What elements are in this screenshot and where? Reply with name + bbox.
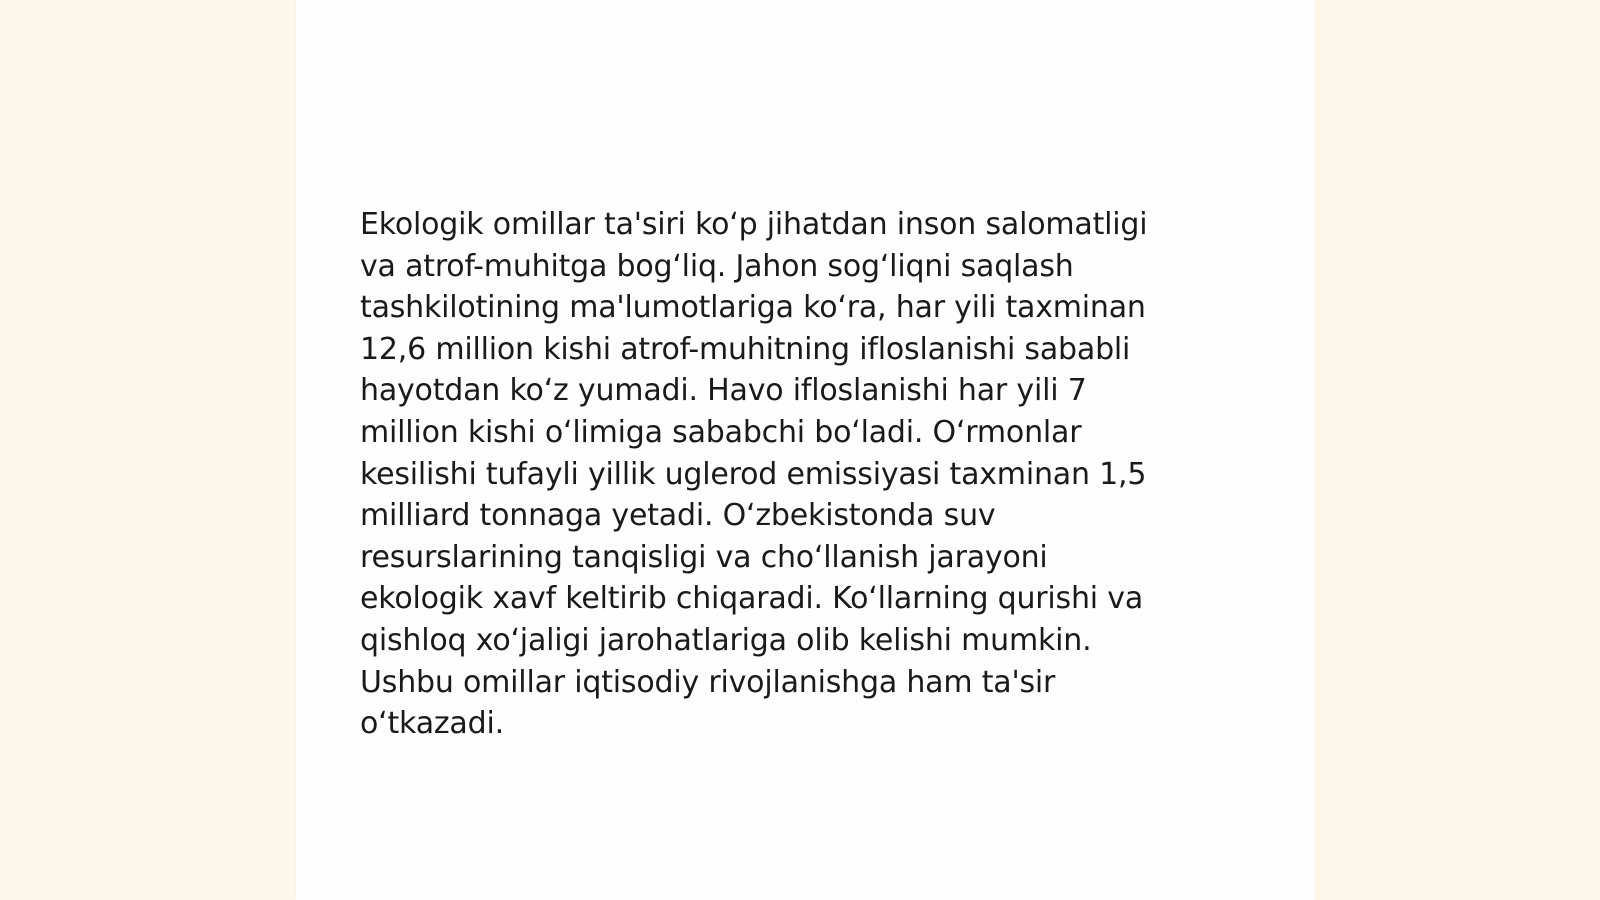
text-line: kesilishi tufayli yillik uglerod emissiyasi taxminan 1,5 — [360, 456, 1147, 492]
body-paragraph — [360, 204, 1240, 745]
right-margin — [1314, 0, 1600, 900]
left-margin — [0, 0, 296, 900]
text-line: million kishi o‘limiga sababchi bo‘ladi. O‘rmonlar — [360, 414, 1082, 450]
text-line: ekologik xavf keltirib chiqaradi. Ko‘llarning qurishi va — [360, 581, 1144, 617]
text-line: milliard tonnaga yetadi. O‘zbekistonda suv — [360, 498, 996, 534]
text-line: va atrof-muhitga bog‘liq. Jahon sog‘liqni saqlash — [360, 248, 1074, 284]
text-line: qishloq xo‘jaligi jarohatlariga olib kelishi mumkin. — [360, 622, 1092, 658]
text-line: Ekologik omillar ta'siri ko‘p jihatdan inson salomatligi — [360, 207, 1148, 242]
text-line: 12,6 million kishi atrof-muhitning ifloslanishi sababli — [360, 331, 1131, 367]
text-line: Ushbu omillar iqtisodiy rivojlanishga ham ta'sir — [360, 664, 1056, 700]
text-line: resurslarining tanqisligi va cho‘llanish jarayoni — [360, 539, 1048, 575]
text-line: o‘tkazadi. — [360, 706, 504, 742]
text-line: hayotdan ko‘z yumadi. Havo ifloslanishi har yili 7 — [360, 373, 1087, 409]
text-line: tashkilotining ma'lumotlariga ko‘ra, har yili taxminan — [360, 290, 1146, 326]
